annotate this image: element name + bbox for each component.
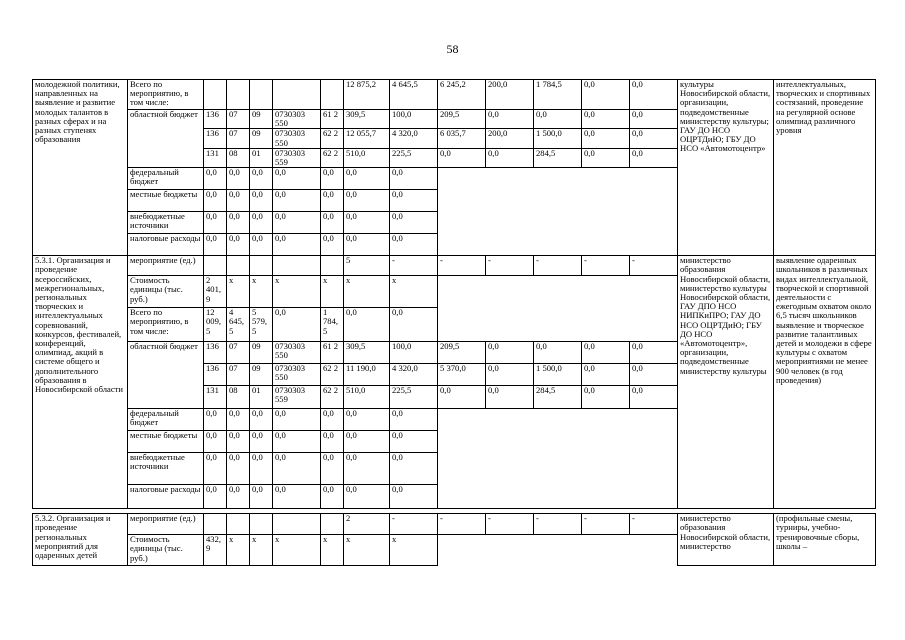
year-4-cell: x bbox=[321, 535, 344, 566]
year-5-cell: 0,0 bbox=[344, 453, 390, 485]
target-article-cell: 0730303 550 bbox=[273, 129, 321, 148]
grbs-cell bbox=[204, 256, 227, 276]
year-3-cell: 0,0 bbox=[273, 453, 321, 485]
executor-cell: министерство образования Новосибирской области, министерство культуры Новосибирской области, ГАУ ДПО НСО НИПКиПРО; ГАУ ДО НСО ОЦРТДиЮ; ГБУ ДО НСО «Автомотоцентр», организации, подведомственные министерству культуры bbox=[678, 256, 774, 509]
executor-cell: министерство образования Новосибирской области, министерство bbox=[678, 514, 774, 566]
year-2-cell: 6 035,7 bbox=[438, 129, 486, 148]
target-article-cell bbox=[273, 80, 321, 110]
target-article-cell: 0730303 559 bbox=[273, 148, 321, 167]
year-5-cell: - bbox=[582, 514, 630, 535]
total-cell: 5 bbox=[344, 256, 390, 276]
year-2-cell: 5 370,0 bbox=[438, 364, 486, 386]
year-6-cell: - bbox=[630, 256, 678, 276]
year-6-cell: 0,0 bbox=[390, 168, 438, 190]
expense-type-cell: 61 2 bbox=[321, 342, 344, 364]
year-2-cell: 0,0 bbox=[250, 212, 273, 234]
total-cell: 11 190,0 bbox=[344, 364, 390, 386]
year-3-cell: 0,0 bbox=[273, 234, 321, 256]
funding-source-cell: Всего по мероприятию, в том числе: bbox=[128, 308, 204, 342]
expense-type-cell: 61 2 bbox=[321, 110, 344, 129]
section-cell: 07 bbox=[227, 364, 250, 386]
year-4-cell: 0,0 bbox=[321, 168, 344, 190]
year-6-cell: x bbox=[390, 276, 438, 308]
year-1-cell: 225,5 bbox=[390, 148, 438, 167]
year-1-cell: 4 320,0 bbox=[390, 129, 438, 148]
result-cell: выявление одаренных школьников в различных видах интеллектуальной, творческой и спортивной деятельности с ежегодным охватом около 6,5 тысяч школьников выявление и творческое развитие талантливых детей и молодежи в сфере культуры с охватом мероприятиями не менее 900 человек (в год проведения) bbox=[774, 256, 876, 509]
funding-source-cell: Всего по мероприятию, в том числе: bbox=[128, 80, 204, 110]
year-1-cell: 100,0 bbox=[390, 110, 438, 129]
year-4-cell: 1 500,0 bbox=[534, 129, 582, 148]
year-4-cell: 0,0 bbox=[321, 190, 344, 212]
year-1-cell: 100,0 bbox=[390, 342, 438, 364]
expense-type-cell bbox=[321, 256, 344, 276]
section-cell: 07 bbox=[227, 129, 250, 148]
year-6-cell: 0,0 bbox=[630, 148, 678, 167]
year-4-cell: 1 500,0 bbox=[534, 364, 582, 386]
year-5-cell: 0,0 bbox=[582, 129, 630, 148]
total-cell: 2 bbox=[344, 514, 390, 535]
year-4-cell: x bbox=[321, 276, 344, 308]
year-4-cell: 0,0 bbox=[321, 453, 344, 485]
section-cell: 07 bbox=[227, 342, 250, 364]
year-5-cell: 0,0 bbox=[582, 80, 630, 110]
year-6-cell: 0,0 bbox=[630, 129, 678, 148]
year-5-cell: - bbox=[582, 256, 630, 276]
year-1-cell: 0,0 bbox=[227, 234, 250, 256]
total-cell: 0,0 bbox=[204, 453, 227, 485]
subsection-cell: 09 bbox=[250, 342, 273, 364]
expense-type-cell bbox=[321, 80, 344, 110]
funding-source-cell: областной бюджет bbox=[128, 342, 204, 409]
funding-source-cell: федеральный бюджет bbox=[128, 168, 204, 190]
year-1-cell: - bbox=[390, 514, 438, 535]
total-cell: 0,0 bbox=[204, 485, 227, 509]
year-3-cell: 0,0 bbox=[486, 110, 534, 129]
funding-source-cell: местные бюджеты bbox=[128, 431, 204, 453]
section-cell: 08 bbox=[227, 386, 250, 409]
grbs-cell: 136 bbox=[204, 129, 227, 148]
year-2-cell: x bbox=[250, 276, 273, 308]
total-cell: 0,0 bbox=[204, 212, 227, 234]
year-6-cell: 0,0 bbox=[390, 308, 438, 342]
subsection-cell: 09 bbox=[250, 129, 273, 148]
year-3-cell: 0,0 bbox=[273, 409, 321, 431]
year-2-cell: 0,0 bbox=[438, 386, 486, 409]
section-cell bbox=[227, 514, 250, 535]
total-cell: 12 875,2 bbox=[344, 80, 390, 110]
year-4-cell: 0,0 bbox=[534, 110, 582, 129]
year-2-cell: 0,0 bbox=[250, 453, 273, 485]
year-1-cell: 225,5 bbox=[390, 386, 438, 409]
section-cell bbox=[227, 80, 250, 110]
page-number: 58 bbox=[446, 42, 459, 56]
year-1-cell: 4 320,0 bbox=[390, 364, 438, 386]
grbs-cell: 131 bbox=[204, 386, 227, 409]
subsection-cell bbox=[250, 256, 273, 276]
result-cell: интеллектуальных, творческих и спортивных состязаний, проведение на регулярной основе олимпиад различного уровня bbox=[774, 80, 876, 256]
year-3-cell: 0,0 bbox=[486, 148, 534, 167]
year-3-cell: 0,0 bbox=[273, 485, 321, 509]
grbs-cell: 136 bbox=[204, 364, 227, 386]
target-article-cell: 0730303 559 bbox=[273, 386, 321, 409]
year-1-cell: 4 645,5 bbox=[390, 80, 438, 110]
total-cell: 0,0 bbox=[204, 431, 227, 453]
funding-source-cell: внебюджетные источники bbox=[128, 212, 204, 234]
year-2-cell: 0,0 bbox=[250, 168, 273, 190]
year-6-cell: - bbox=[630, 514, 678, 535]
year-5-cell: 0,0 bbox=[344, 234, 390, 256]
year-4-cell: 1 784,5 bbox=[534, 80, 582, 110]
year-6-cell: 0,0 bbox=[630, 80, 678, 110]
target-article-cell: 0730303 550 bbox=[273, 364, 321, 386]
year-3-cell: - bbox=[486, 514, 534, 535]
year-4-cell: 0,0 bbox=[321, 234, 344, 256]
year-4-cell: 284,5 bbox=[534, 148, 582, 167]
funding-source-cell: местные бюджеты bbox=[128, 190, 204, 212]
expense-type-cell: 62 2 bbox=[321, 364, 344, 386]
year-4-cell: 0,0 bbox=[321, 431, 344, 453]
year-4-cell: - bbox=[534, 256, 582, 276]
total-cell: 0,0 bbox=[204, 234, 227, 256]
year-2-cell: 0,0 bbox=[250, 485, 273, 509]
table-row bbox=[33, 80, 876, 110]
year-4-cell: 284,5 bbox=[534, 386, 582, 409]
budget-table-body bbox=[33, 80, 876, 566]
funding-source-cell: внебюджетные источники bbox=[128, 453, 204, 485]
year-5-cell: 0,0 bbox=[582, 148, 630, 167]
year-2-cell: 0,0 bbox=[250, 431, 273, 453]
year-6-cell: 0,0 bbox=[390, 485, 438, 509]
year-3-cell: 200,0 bbox=[486, 129, 534, 148]
grbs-cell bbox=[204, 80, 227, 110]
total-cell: 510,0 bbox=[344, 148, 390, 167]
year-1-cell: x bbox=[227, 276, 250, 308]
target-article-cell: 0730303 550 bbox=[273, 342, 321, 364]
year-3-cell: 200,0 bbox=[486, 80, 534, 110]
year-1-cell: 0,0 bbox=[227, 190, 250, 212]
year-6-cell: 0,0 bbox=[630, 364, 678, 386]
target-article-cell bbox=[273, 256, 321, 276]
year-5-cell: 0,0 bbox=[344, 190, 390, 212]
total-cell: 0,0 bbox=[204, 168, 227, 190]
funding-source-cell: областной бюджет bbox=[128, 110, 204, 168]
year-3-cell: 0,0 bbox=[486, 386, 534, 409]
activity-name-cell: 5.3.1. Организация и проведение всероссийских, межрегиональных, региональных творческих и интеллектуальных соревнований, конкурсов, фестивалей, конференций, олимпиад, акций в системе общего и дополнительного образования в Новосибирской области bbox=[33, 256, 128, 509]
subsection-cell: 01 bbox=[250, 148, 273, 167]
subsection-cell: 09 bbox=[250, 110, 273, 129]
executor-cell: культуры Новосибирской области, организации, подведомственные министерству культуры; ГАУ ДО НСО ОЦРТДиЮ; ГБУ ДО НСО «Автомотоцентр» bbox=[678, 80, 774, 256]
year-4-cell: 0,0 bbox=[534, 342, 582, 364]
year-6-cell: 0,0 bbox=[390, 212, 438, 234]
total-cell: 0,0 bbox=[204, 190, 227, 212]
year-2-cell: 0,0 bbox=[250, 234, 273, 256]
grbs-cell: 136 bbox=[204, 110, 227, 129]
funding-source-cell: мероприятие (ед.) bbox=[128, 256, 204, 276]
year-6-cell: 0,0 bbox=[390, 409, 438, 431]
year-1-cell: 0,0 bbox=[227, 409, 250, 431]
subsection-cell: 01 bbox=[250, 386, 273, 409]
table-row bbox=[33, 256, 876, 276]
year-3-cell: 0,0 bbox=[273, 190, 321, 212]
year-5-cell: 0,0 bbox=[344, 212, 390, 234]
year-5-cell: x bbox=[344, 276, 390, 308]
year-5-cell: 0,0 bbox=[344, 431, 390, 453]
year-3-cell: - bbox=[486, 256, 534, 276]
target-article-cell: 0730303 550 bbox=[273, 110, 321, 129]
result-cell: (профильные смены, турниры, учебно-тренировочные сборы, школы – bbox=[774, 514, 876, 566]
year-5-cell: 0,0 bbox=[344, 308, 390, 342]
year-3-cell: 0,0 bbox=[273, 308, 321, 342]
grbs-cell bbox=[204, 514, 227, 535]
year-3-cell: x bbox=[273, 276, 321, 308]
subsection-cell: 09 bbox=[250, 364, 273, 386]
section-cell: 07 bbox=[227, 110, 250, 129]
year-5-cell: x bbox=[344, 535, 390, 566]
funding-source-cell: налоговые расходы bbox=[128, 485, 204, 509]
year-5-cell: 0,0 bbox=[582, 342, 630, 364]
year-6-cell: x bbox=[390, 535, 438, 566]
year-6-cell: 0,0 bbox=[630, 386, 678, 409]
expense-type-cell: 62 2 bbox=[321, 129, 344, 148]
total-cell: 2 401,9 bbox=[204, 276, 227, 308]
year-4-cell: 0,0 bbox=[321, 409, 344, 431]
section-cell bbox=[227, 256, 250, 276]
year-2-cell: - bbox=[438, 256, 486, 276]
year-1-cell: 0,0 bbox=[227, 431, 250, 453]
year-4-cell: 1 784,5 bbox=[321, 308, 344, 342]
activity-name-cell: молодежной политики, направленных на выявление и развитие молодых талантов в разных сферах и на разных ступенях образования bbox=[33, 80, 128, 256]
year-1-cell: - bbox=[390, 256, 438, 276]
year-2-cell: 209,5 bbox=[438, 110, 486, 129]
total-cell: 309,5 bbox=[344, 342, 390, 364]
total-cell: 309,5 bbox=[344, 110, 390, 129]
year-4-cell: 0,0 bbox=[321, 485, 344, 509]
year-2-cell: 5 579,5 bbox=[250, 308, 273, 342]
year-1-cell: 0,0 bbox=[227, 485, 250, 509]
year-3-cell: 0,0 bbox=[486, 364, 534, 386]
year-6-cell: 0,0 bbox=[390, 190, 438, 212]
year-6-cell: 0,0 bbox=[390, 453, 438, 485]
funding-source-cell: Стоимость единицы (тыс. руб.) bbox=[128, 276, 204, 308]
year-1-cell: x bbox=[227, 535, 250, 566]
funding-source-cell: федеральный бюджет bbox=[128, 409, 204, 431]
year-2-cell: 209,5 bbox=[438, 342, 486, 364]
year-3-cell: 0,0 bbox=[273, 431, 321, 453]
subsection-cell bbox=[250, 80, 273, 110]
year-6-cell: 0,0 bbox=[630, 342, 678, 364]
year-2-cell: 6 245,2 bbox=[438, 80, 486, 110]
year-4-cell: - bbox=[534, 514, 582, 535]
year-2-cell: 0,0 bbox=[250, 409, 273, 431]
year-2-cell: x bbox=[250, 535, 273, 566]
year-3-cell: x bbox=[273, 535, 321, 566]
year-1-cell: 0,0 bbox=[227, 453, 250, 485]
total-cell: 12 009,5 bbox=[204, 308, 227, 342]
grbs-cell: 131 bbox=[204, 148, 227, 167]
funding-source-cell: мероприятие (ед.) bbox=[128, 514, 204, 535]
table-row bbox=[33, 514, 876, 535]
subsection-cell bbox=[250, 514, 273, 535]
total-cell: 0,0 bbox=[204, 409, 227, 431]
year-2-cell: - bbox=[438, 514, 486, 535]
total-cell: 510,0 bbox=[344, 386, 390, 409]
year-1-cell: 0,0 bbox=[227, 212, 250, 234]
year-6-cell: 0,0 bbox=[390, 431, 438, 453]
year-5-cell: 0,0 bbox=[582, 110, 630, 129]
year-5-cell: 0,0 bbox=[344, 485, 390, 509]
total-cell: 432,9 bbox=[204, 535, 227, 566]
expense-type-cell: 62 2 bbox=[321, 386, 344, 409]
funding-source-cell: налоговые расходы bbox=[128, 234, 204, 256]
year-1-cell: 4 645,5 bbox=[227, 308, 250, 342]
year-3-cell: 0,0 bbox=[486, 342, 534, 364]
funding-source-cell: Стоимость единицы (тыс. руб.) bbox=[128, 535, 204, 566]
year-5-cell: 0,0 bbox=[344, 168, 390, 190]
total-cell: 12 055,7 bbox=[344, 129, 390, 148]
year-1-cell: 0,0 bbox=[227, 168, 250, 190]
year-4-cell: 0,0 bbox=[321, 212, 344, 234]
section-cell: 08 bbox=[227, 148, 250, 167]
year-5-cell: 0,0 bbox=[582, 386, 630, 409]
year-5-cell: 0,0 bbox=[582, 364, 630, 386]
year-2-cell: 0,0 bbox=[438, 148, 486, 167]
expense-type-cell bbox=[321, 514, 344, 535]
year-3-cell: 0,0 bbox=[273, 168, 321, 190]
budget-table bbox=[32, 79, 876, 566]
target-article-cell bbox=[273, 514, 321, 535]
expense-type-cell: 62 2 bbox=[321, 148, 344, 167]
activity-name-cell: 5.3.2. Организация и проведение региональных мероприятий для одаренных детей bbox=[33, 514, 128, 566]
year-6-cell: 0,0 bbox=[390, 234, 438, 256]
year-3-cell: 0,0 bbox=[273, 212, 321, 234]
grbs-cell: 136 bbox=[204, 342, 227, 364]
year-2-cell: 0,0 bbox=[250, 190, 273, 212]
year-6-cell: 0,0 bbox=[630, 110, 678, 129]
year-5-cell: 0,0 bbox=[344, 409, 390, 431]
